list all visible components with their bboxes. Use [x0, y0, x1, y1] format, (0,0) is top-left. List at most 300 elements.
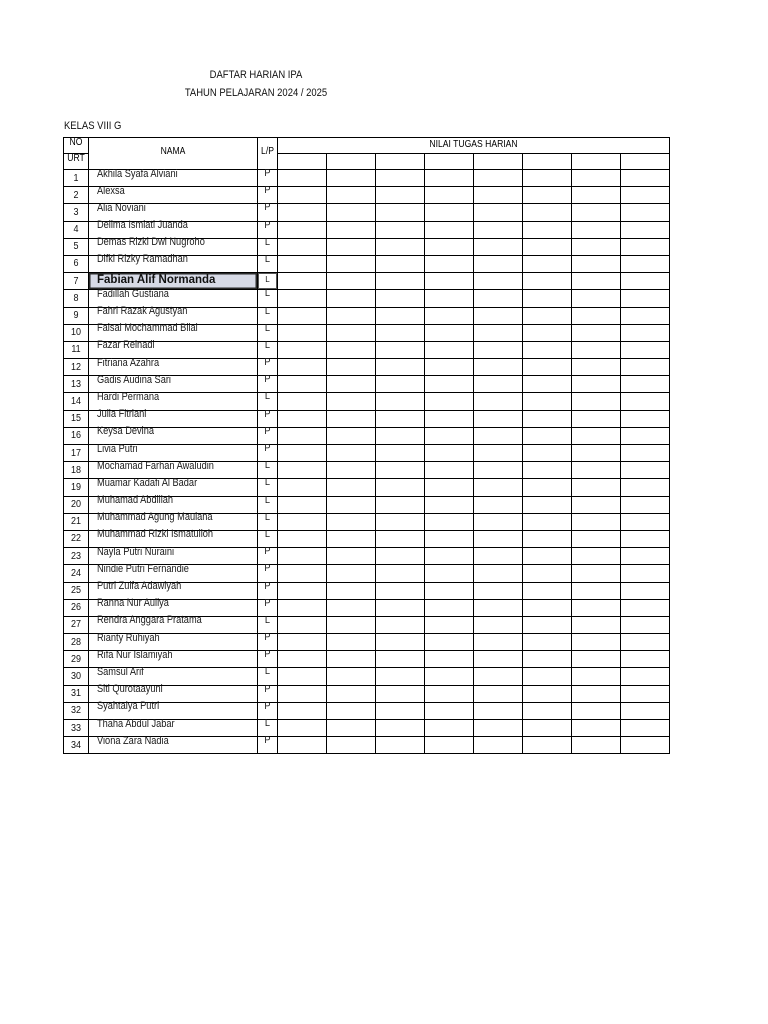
grade-cell [523, 514, 572, 531]
row-number-cell [64, 239, 89, 256]
grade-cell [278, 668, 327, 685]
grade-cell [474, 290, 523, 307]
grade-cell [376, 273, 425, 290]
grade-cell [278, 583, 327, 600]
grade-cell [474, 479, 523, 496]
gender-code: L [264, 390, 271, 403]
grade-cell [523, 239, 572, 256]
grade-cell [376, 548, 425, 565]
student-name: Mochamad Farhan Awaludin [97, 459, 214, 472]
grade-cell [621, 617, 670, 634]
grade-cell [327, 514, 376, 531]
grade-cell [474, 222, 523, 239]
row-number: 14 [70, 395, 82, 407]
student-name: Keysa Devina [97, 425, 155, 438]
gender-code: P [264, 373, 271, 386]
grade-cell [425, 428, 474, 445]
grade-cell [474, 497, 523, 514]
grade-cell [572, 428, 621, 445]
grade-cell [474, 393, 523, 410]
grade-cell [376, 668, 425, 685]
grade-cell [425, 325, 474, 342]
row-number: 31 [70, 688, 82, 700]
grade-cell [572, 308, 621, 325]
row-number: 25 [70, 585, 82, 596]
row-number: 11 [71, 344, 81, 356]
row-number: 2 [73, 189, 79, 201]
grade-cell [278, 651, 327, 668]
row-number-cell [64, 565, 89, 582]
gender-code: P [264, 167, 271, 179]
grade-cell [523, 445, 572, 462]
row-number-cell [64, 720, 89, 737]
grade-cell [376, 393, 425, 410]
student-name: Alia Noviani [97, 201, 146, 214]
grade-cell [474, 565, 523, 582]
grade-cell [376, 342, 425, 359]
class-label: KELAS VIII G [64, 120, 122, 132]
student-name: Muamar Kadafi Al Badar [97, 476, 198, 489]
grade-cell [474, 376, 523, 393]
gender-code: P [264, 545, 271, 558]
grade-cell [278, 703, 327, 720]
gender-code: L [264, 493, 271, 506]
grade-cell [474, 600, 523, 617]
student-name: Thaha Abdul Jabar [97, 717, 175, 730]
grade-cell [278, 514, 327, 531]
gender-code: L [264, 665, 271, 678]
grade-cell [327, 686, 376, 703]
grade-cell [425, 651, 474, 668]
grade-cell [621, 565, 670, 582]
grade-cell [523, 204, 572, 221]
grade-cell [376, 737, 425, 754]
gender-code: L [264, 287, 271, 300]
grade-cell [425, 342, 474, 359]
row-number-cell [64, 325, 89, 342]
gender-code: L [264, 252, 271, 265]
grade-cell [621, 290, 670, 307]
student-name-cell [89, 253, 258, 273]
gender-code: L [264, 527, 271, 540]
grade-cell [425, 514, 474, 531]
grade-cell [425, 187, 474, 204]
header-name-cell [89, 138, 258, 170]
grade-cell [376, 222, 425, 239]
grade-cell [278, 548, 327, 565]
grade-cell [523, 565, 572, 582]
grade-cell [376, 187, 425, 204]
grade-cell [376, 308, 425, 325]
grade-header-cell [376, 154, 425, 170]
grade-cell [474, 187, 523, 204]
grade-cell [523, 668, 572, 685]
grade-cell [376, 514, 425, 531]
grade-cell [327, 393, 376, 410]
grade-cell [425, 720, 474, 737]
gender-code: P [264, 424, 271, 437]
grade-cell [621, 497, 670, 514]
row-number-cell [64, 359, 89, 376]
grade-cell [327, 359, 376, 376]
gender-code: P [264, 596, 271, 609]
row-number: 23 [70, 550, 82, 562]
grade-cell [425, 583, 474, 600]
grade-cell [376, 565, 425, 582]
row-number: 24 [70, 567, 82, 579]
grade-cell [278, 359, 327, 376]
grade-cell [425, 411, 474, 428]
grade-cell [327, 170, 376, 187]
grade-cell [376, 686, 425, 703]
grade-cell [376, 445, 425, 462]
grade-cell [376, 634, 425, 651]
grade-cell [621, 393, 670, 410]
grade-cell [523, 600, 572, 617]
grade-cell [474, 548, 523, 565]
grade-cell [327, 222, 376, 239]
row-number: 9 [73, 310, 79, 321]
grade-cell [474, 170, 523, 187]
grade-cell [621, 462, 670, 479]
grade-cell [278, 411, 327, 428]
grade-cell [278, 737, 327, 754]
grade-cell [523, 531, 572, 548]
grade-cell [572, 686, 621, 703]
gender-code: P [264, 184, 271, 197]
header-no: NO [69, 137, 83, 148]
grade-cell [621, 445, 670, 462]
grade-cell [327, 548, 376, 565]
gender-code: P [264, 682, 271, 695]
row-number: 17 [70, 447, 82, 459]
row-number-cell [64, 617, 89, 634]
grade-cell [523, 222, 572, 239]
row-number-cell [64, 308, 89, 325]
grade-cell [523, 548, 572, 565]
grade-cell [278, 531, 327, 548]
grade-cell [474, 617, 523, 634]
grade-cell [376, 651, 425, 668]
grade-cell [572, 651, 621, 668]
grade-cell [278, 342, 327, 359]
grade-cell [327, 411, 376, 428]
row-number: 3 [73, 206, 79, 218]
grade-cell [278, 273, 327, 290]
row-number: 5 [73, 241, 79, 253]
row-number-cell [64, 376, 89, 393]
gender-code: P [264, 648, 271, 661]
grade-cell [327, 617, 376, 634]
grade-cell [474, 428, 523, 445]
grade-cell [523, 376, 572, 393]
grade-cell [474, 411, 523, 428]
grade-cell [376, 256, 425, 273]
grade-cell [425, 634, 474, 651]
grade-cell [376, 239, 425, 256]
grade-cell [278, 325, 327, 342]
gender-code: P [264, 407, 271, 420]
grade-cell [278, 445, 327, 462]
grade-cell [278, 393, 327, 410]
grade-cell [523, 617, 572, 634]
student-name: Demas Rizki Dwi Nugroho [97, 236, 205, 249]
row-number: 10 [70, 327, 82, 339]
grade-cell [523, 393, 572, 410]
grade-cell [523, 411, 572, 428]
grade-cell [327, 187, 376, 204]
gender-code: L [265, 275, 270, 285]
student-name: Gadis Audina Sari [97, 373, 171, 386]
grade-cell [572, 720, 621, 737]
grade-cell [425, 462, 474, 479]
grade-cell [621, 170, 670, 187]
grade-cell [278, 686, 327, 703]
grade-cell [376, 600, 425, 617]
student-name: Fazar Reinadi [97, 339, 155, 352]
grade-cell [621, 686, 670, 703]
grade-cell [572, 531, 621, 548]
grade-cell [474, 651, 523, 668]
grade-cell [425, 737, 474, 754]
grade-cell [621, 222, 670, 239]
grade-cell [621, 359, 670, 376]
grade-cell [523, 634, 572, 651]
grade-cell [425, 359, 474, 376]
grade-cell [572, 634, 621, 651]
grade-cell [278, 170, 327, 187]
grade-cell [621, 376, 670, 393]
grade-cell [278, 290, 327, 307]
grade-cell [572, 617, 621, 634]
grade-cell [376, 497, 425, 514]
student-name: Siti Qurotaayuni [97, 683, 163, 696]
grade-header-cell [474, 154, 523, 170]
student-name: Difki Rizky Ramadhan [97, 253, 188, 266]
grade-cell [572, 239, 621, 256]
grade-cell [523, 479, 572, 496]
header-grades-cell [278, 138, 670, 154]
row-number: 13 [70, 378, 82, 390]
header-urt: URT [67, 153, 85, 164]
grade-cell [376, 290, 425, 307]
grade-cell [425, 393, 474, 410]
grade-cell [425, 617, 474, 634]
grade-cell [572, 325, 621, 342]
grade-cell [278, 428, 327, 445]
grade-cell [621, 634, 670, 651]
row-number-cell [64, 686, 89, 703]
grade-cell [327, 600, 376, 617]
grade-cell [621, 428, 670, 445]
grade-cell [327, 462, 376, 479]
grade-cell [572, 600, 621, 617]
student-name: Rendra Anggara Pratama [97, 614, 202, 627]
grade-cell [621, 187, 670, 204]
student-name: Julia Fitriani [97, 408, 147, 421]
grade-cell [376, 376, 425, 393]
student-name: Delima Ismiati Juanda [97, 219, 188, 232]
grade-cell [327, 651, 376, 668]
grade-cell [523, 651, 572, 668]
grade-cell [327, 703, 376, 720]
grade-cell [425, 686, 474, 703]
grade-cell [278, 239, 327, 256]
grade-cell [523, 290, 572, 307]
gender-code: P [264, 631, 271, 644]
student-name: Alexsa [97, 184, 125, 197]
student-name: Faisal Mochammad Bilal [97, 322, 198, 335]
grade-cell [278, 187, 327, 204]
grade-cell [327, 273, 376, 290]
grade-cell [278, 600, 327, 617]
gender-code: P [264, 201, 271, 214]
row-number: 29 [70, 653, 82, 665]
grade-header-cell [278, 154, 327, 170]
gender-code: L [264, 338, 271, 351]
grade-cell [327, 737, 376, 754]
grade-cell [327, 325, 376, 342]
student-name: Hardi Permana [97, 390, 160, 403]
student-name: Fabian Alif Normanda [97, 274, 216, 287]
row-number: 1 [73, 172, 79, 184]
row-number-cell [64, 531, 89, 548]
row-number: 7 [73, 275, 79, 287]
grade-cell [474, 204, 523, 221]
row-number-cell [64, 462, 89, 479]
grade-cell [621, 531, 670, 548]
grade-cell [621, 479, 670, 496]
grade-cell [425, 170, 474, 187]
grade-cell [572, 222, 621, 239]
row-number: 28 [70, 636, 82, 648]
grade-cell [474, 359, 523, 376]
grade-cell [621, 668, 670, 685]
row-number-cell [64, 514, 89, 531]
grade-cell [572, 273, 621, 290]
grade-cell [278, 256, 327, 273]
grade-cell [425, 204, 474, 221]
row-number: 4 [73, 224, 79, 236]
header-gender-cell [258, 138, 278, 170]
grade-cell [278, 565, 327, 582]
grade-cell [376, 204, 425, 221]
gender-code: L [264, 235, 271, 248]
student-name: Viona Zara Nadia [97, 734, 169, 747]
row-number-cell [64, 445, 89, 462]
header-urt-cell [64, 154, 89, 170]
grade-cell [327, 376, 376, 393]
grade-cell [474, 686, 523, 703]
row-number-cell [64, 428, 89, 445]
grade-cell [523, 170, 572, 187]
grade-cell [327, 239, 376, 256]
grade-cell [572, 479, 621, 496]
row-number-cell [64, 170, 89, 187]
grade-cell [572, 290, 621, 307]
grade-cell [425, 531, 474, 548]
grade-cell [572, 359, 621, 376]
row-number: 27 [70, 619, 82, 631]
grade-cell [474, 308, 523, 325]
grade-cell [572, 376, 621, 393]
grade-cell [474, 703, 523, 720]
gender-code: L [264, 510, 271, 523]
grade-cell [425, 600, 474, 617]
grade-cell [572, 497, 621, 514]
grade-cell [327, 668, 376, 685]
gender-code: P [264, 442, 271, 454]
grade-cell [327, 531, 376, 548]
grade-cell [621, 737, 670, 754]
row-number: 21 [70, 516, 82, 528]
grade-cell [474, 720, 523, 737]
row-number-cell [64, 204, 89, 221]
grade-cell [376, 720, 425, 737]
grade-cell [621, 273, 670, 290]
row-number-cell [64, 411, 89, 428]
grade-cell [621, 548, 670, 565]
grade-cell [621, 411, 670, 428]
grade-cell [474, 462, 523, 479]
student-name: Muhammad Agung Maulana [97, 511, 213, 524]
row-number: 12 [70, 361, 82, 373]
grade-header-cell [572, 154, 621, 170]
grade-cell [376, 359, 425, 376]
header-no-cell [64, 138, 89, 154]
grade-cell [278, 308, 327, 325]
student-name-cell [89, 734, 258, 754]
grade-cell [572, 170, 621, 187]
student-name: Muhammad Rizki Ismatulloh [97, 528, 214, 541]
student-name: Akhila Syafa Alviani [97, 167, 178, 180]
grade-cell [376, 583, 425, 600]
student-name: Rifa Nur Islamiyah [97, 648, 173, 661]
student-name: Muhamad Abdillah [97, 494, 174, 507]
gender-code: P [264, 356, 271, 369]
row-number-cell [64, 393, 89, 410]
header-name: NAMA [160, 146, 186, 157]
gender-code: P [264, 734, 271, 747]
grade-cell [376, 170, 425, 187]
grade-cell [327, 445, 376, 462]
row-number: 33 [70, 722, 82, 734]
grade-cell [327, 479, 376, 496]
grade-cell [523, 187, 572, 204]
grade-cell [474, 342, 523, 359]
grade-cell [327, 290, 376, 307]
grade-cell [327, 342, 376, 359]
row-number: 18 [70, 464, 82, 476]
grade-cell [474, 737, 523, 754]
row-number: 22 [70, 533, 82, 545]
grade-cell [425, 479, 474, 496]
grade-cell [474, 531, 523, 548]
grade-cell [327, 583, 376, 600]
roster-table [63, 137, 670, 754]
grade-cell [474, 445, 523, 462]
grade-cell [621, 514, 670, 531]
grade-cell [425, 445, 474, 462]
grade-cell [572, 187, 621, 204]
grade-cell [621, 651, 670, 668]
gender-code: L [264, 321, 271, 334]
student-name: Rianty Ruhiyah [97, 631, 160, 644]
row-number-cell [64, 583, 89, 600]
row-number-cell [64, 497, 89, 514]
grade-cell [425, 497, 474, 514]
grade-cell [621, 342, 670, 359]
